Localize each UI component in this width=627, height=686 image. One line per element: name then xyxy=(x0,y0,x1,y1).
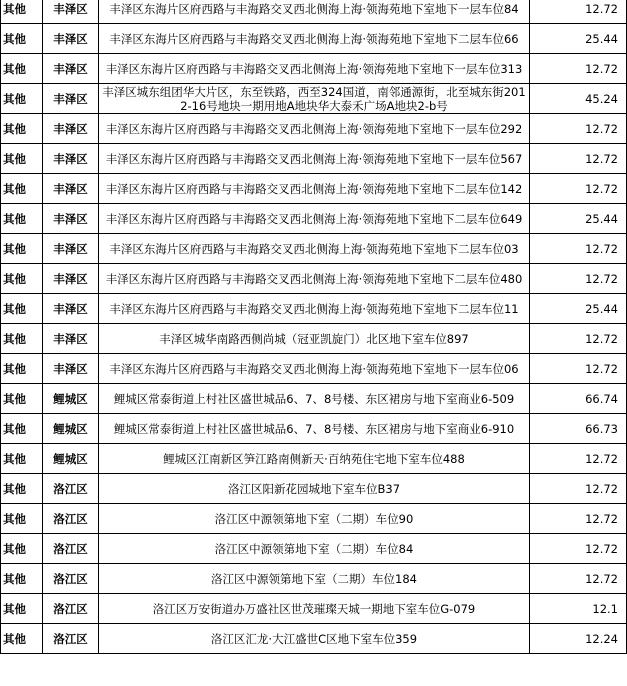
address-cell: 丰泽区城东组团华大片区，东至铁路，西至324国道，南邻通源街，北至城东街2012-16号地块一期用地A地块华大泰禾广场A地块2-b号 xyxy=(99,84,530,114)
table-row xyxy=(1,414,627,444)
type-cell: 其他 xyxy=(1,54,43,84)
district-cell: 丰泽区 xyxy=(43,24,99,54)
table-row xyxy=(1,444,627,474)
district-cell: 鲤城区 xyxy=(43,384,99,414)
type-cell: 其他 xyxy=(1,264,43,294)
address-cell: 丰泽区东海片区府西路与丰海路交叉西北侧海上海·领海苑地下室地下一层车位06 xyxy=(99,354,530,384)
type-cell: 其他 xyxy=(1,114,43,144)
address-cell: 丰泽区东海片区府西路与丰海路交叉西北侧海上海·领海苑地下室地下二层车位11 xyxy=(99,294,530,324)
area-cell: 25.44 xyxy=(530,204,627,234)
district-cell: 丰泽区 xyxy=(43,114,99,144)
area-cell: 12.72 xyxy=(530,114,627,144)
district-cell: 洛江区 xyxy=(43,474,99,504)
district-cell: 洛江区 xyxy=(43,534,99,564)
area-cell: 12.72 xyxy=(530,174,627,204)
address-cell: 洛江区阳新花园城地下室车位B37 xyxy=(99,474,530,504)
district-cell: 丰泽区 xyxy=(43,174,99,204)
type-cell: 其他 xyxy=(1,534,43,564)
type-cell: 其他 xyxy=(1,594,43,624)
area-cell: 12.72 xyxy=(530,504,627,534)
table-row xyxy=(1,0,627,24)
district-cell: 鲤城区 xyxy=(43,414,99,444)
address-cell: 洛江区中源领第地下室（二期）车位84 xyxy=(99,534,530,564)
table-row xyxy=(1,54,627,84)
table-row xyxy=(1,474,627,504)
table-row xyxy=(1,144,627,174)
district-cell: 丰泽区 xyxy=(43,204,99,234)
address-cell: 洛江区万安街道办万盛社区世茂璀璨天城一期地下室车位G-079 xyxy=(99,594,530,624)
address-cell: 鲤城区江南新区笋江路南侧新天·百纳苑住宅地下室车位488 xyxy=(99,444,530,474)
address-cell: 鲤城区常泰街道上村社区盛世城品6、7、8号楼、东区裙房与地下室商业6-910 xyxy=(99,414,530,444)
type-cell: 其他 xyxy=(1,384,43,414)
type-cell: 其他 xyxy=(1,564,43,594)
address-cell: 鲤城区常泰街道上村社区盛世城品6、7、8号楼、东区裙房与地下室商业6-509 xyxy=(99,384,530,414)
table-row xyxy=(1,594,627,624)
district-cell: 洛江区 xyxy=(43,624,99,654)
table-row xyxy=(1,624,627,654)
area-cell: 12.72 xyxy=(530,144,627,174)
address-cell: 丰泽区东海片区府西路与丰海路交叉西北侧海上海·领海苑地下室地下二层车位649 xyxy=(99,204,530,234)
area-cell: 12.72 xyxy=(530,0,627,24)
address-cell: 丰泽区东海片区府西路与丰海路交叉西北侧海上海·领海苑地下室地下一层车位313 xyxy=(99,54,530,84)
address-cell: 丰泽区东海片区府西路与丰海路交叉西北侧海上海·领海苑地下室地下二层车位03 xyxy=(99,234,530,264)
table-row xyxy=(1,84,627,114)
table-row xyxy=(1,204,627,234)
district-cell: 丰泽区 xyxy=(43,354,99,384)
district-cell: 丰泽区 xyxy=(43,234,99,264)
table-row xyxy=(1,354,627,384)
district-cell: 丰泽区 xyxy=(43,144,99,174)
table-row xyxy=(1,564,627,594)
table-row xyxy=(1,174,627,204)
table-row xyxy=(1,324,627,354)
table-row xyxy=(1,384,627,414)
table-row xyxy=(1,534,627,564)
type-cell: 其他 xyxy=(1,414,43,444)
area-cell: 45.24 xyxy=(530,84,627,114)
table-row xyxy=(1,114,627,144)
address-cell: 洛江区中源领第地下室（二期）车位184 xyxy=(99,564,530,594)
area-cell: 66.74 xyxy=(530,384,627,414)
area-cell: 12.72 xyxy=(530,474,627,504)
address-cell: 丰泽区东海片区府西路与丰海路交叉西北侧海上海·领海苑地下室地下二层车位66 xyxy=(99,24,530,54)
district-cell: 丰泽区 xyxy=(43,264,99,294)
type-cell: 其他 xyxy=(1,444,43,474)
address-cell: 丰泽区东海片区府西路与丰海路交叉西北侧海上海·领海苑地下室地下二层车位480 xyxy=(99,264,530,294)
type-cell: 其他 xyxy=(1,354,43,384)
area-cell: 12.72 xyxy=(530,444,627,474)
area-cell: 12.72 xyxy=(530,54,627,84)
address-cell: 丰泽区东海片区府西路与丰海路交叉西北侧海上海·领海苑地下室地下二层车位142 xyxy=(99,174,530,204)
district-cell: 丰泽区 xyxy=(43,54,99,84)
area-cell: 25.44 xyxy=(530,24,627,54)
type-cell: 其他 xyxy=(1,144,43,174)
type-cell: 其他 xyxy=(1,174,43,204)
district-cell: 鲤城区 xyxy=(43,444,99,474)
area-cell: 12.72 xyxy=(530,354,627,384)
address-cell: 洛江区汇龙·大江盛世C区地下室车位359 xyxy=(99,624,530,654)
address-cell: 丰泽区东海片区府西路与丰海路交叉西北侧海上海·领海苑地下室地下一层车位292 xyxy=(99,114,530,144)
area-cell: 12.24 xyxy=(530,624,627,654)
type-cell: 其他 xyxy=(1,294,43,324)
area-cell: 12.72 xyxy=(530,324,627,354)
area-cell: 12.72 xyxy=(530,234,627,264)
area-cell: 12.72 xyxy=(530,564,627,594)
type-cell: 其他 xyxy=(1,474,43,504)
type-cell: 其他 xyxy=(1,504,43,534)
district-cell: 丰泽区 xyxy=(43,0,99,24)
district-cell: 洛江区 xyxy=(43,564,99,594)
table-row xyxy=(1,294,627,324)
district-cell: 丰泽区 xyxy=(43,294,99,324)
type-cell: 其他 xyxy=(1,324,43,354)
district-cell: 丰泽区 xyxy=(43,84,99,114)
type-cell: 其他 xyxy=(1,84,43,114)
table-row xyxy=(1,504,627,534)
type-cell: 其他 xyxy=(1,234,43,264)
address-cell: 丰泽区东海片区府西路与丰海路交叉西北侧海上海·领海苑地下室地下一层车位567 xyxy=(99,144,530,174)
type-cell: 其他 xyxy=(1,0,43,24)
type-cell: 其他 xyxy=(1,24,43,54)
table-row xyxy=(1,264,627,294)
type-cell: 其他 xyxy=(1,624,43,654)
table-row xyxy=(1,234,627,264)
address-cell: 洛江区中源领第地下室（二期）车位90 xyxy=(99,504,530,534)
address-cell: 丰泽区东海片区府西路与丰海路交叉西北侧海上海·领海苑地下室地下一层车位84 xyxy=(99,0,530,24)
table-row xyxy=(1,24,627,54)
type-cell: 其他 xyxy=(1,204,43,234)
area-cell: 12.1 xyxy=(530,594,627,624)
district-cell: 洛江区 xyxy=(43,504,99,534)
area-cell: 25.44 xyxy=(530,294,627,324)
area-cell: 66.73 xyxy=(530,414,627,444)
district-cell: 洛江区 xyxy=(43,594,99,624)
area-cell: 12.72 xyxy=(530,534,627,564)
district-cell: 丰泽区 xyxy=(43,324,99,354)
address-cell: 丰泽区城华南路西侧尚城（冠亚凯旋门）北区地下室车位897 xyxy=(99,324,530,354)
area-cell: 12.72 xyxy=(530,264,627,294)
